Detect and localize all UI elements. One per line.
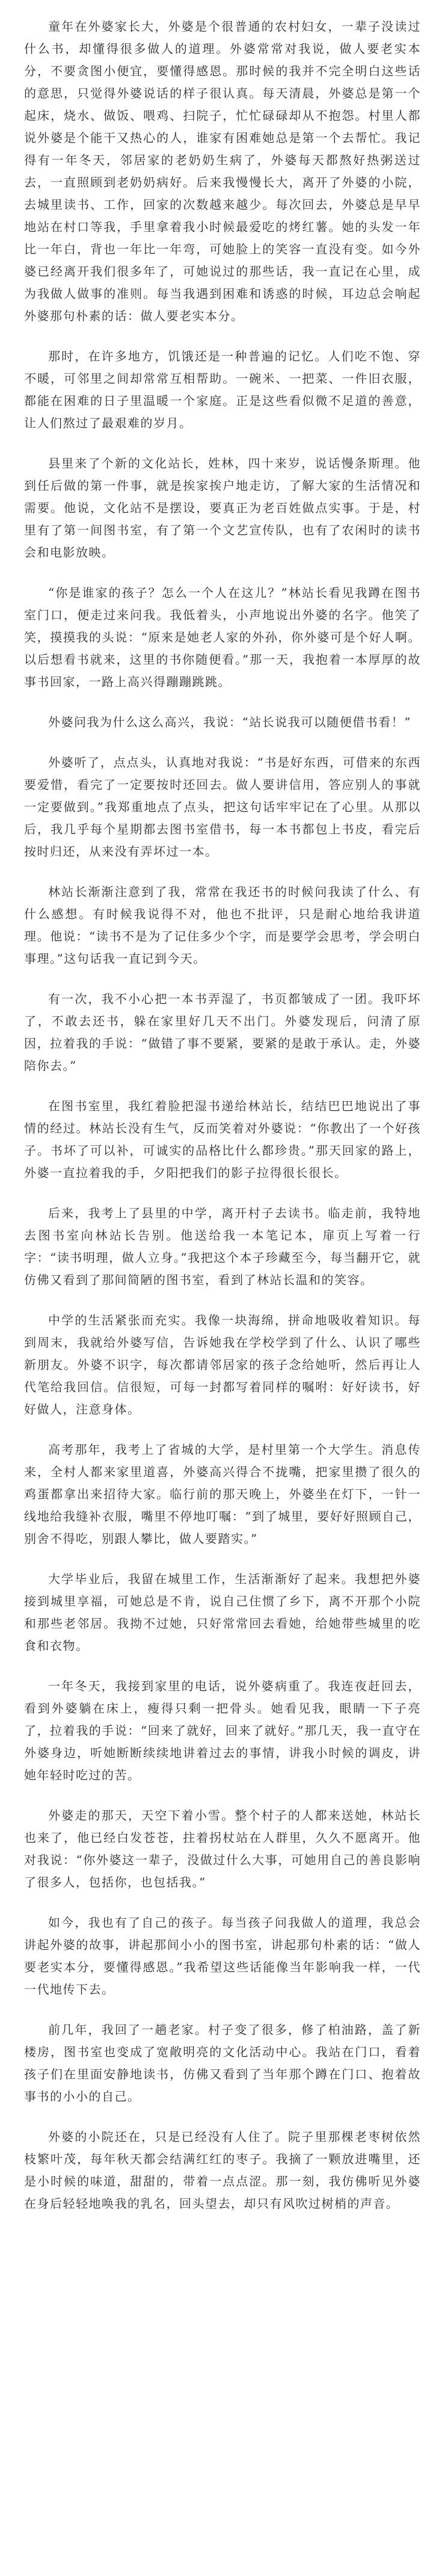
paragraph-4: “你是谁家的孩子？怎么一个人在这儿？”林站长看见我蹲在图书室门口，便走过来问我。我低着头，小声地说出外婆的名字。他笑了笑，摸摸我的头说：“原来是她老人家的外孙，你外婆可是个好人啊。以后想看书就来，这里的书你随便看。”那一天，我抱着一本厚厚的故事书回家，一路上高兴得蹦蹦跳跳。 [24,585,421,689]
paragraph-8: 有一次，我不小心把一本书弄湿了，书页都皱成了一团。我吓坏了，不敢去还书，躲在家里好几天不出门。外婆发现后，问清了原因，拉着我的手说：“做错了事不要紧，要紧的是敢于承认。走，外婆陪你去。” [24,992,421,1073]
paragraph-12: 高考那年，我考上了省城的大学，是村里第一个大学生。消息传来，全村人都来家里道喜，外婆高兴得合不拢嘴，把家里攒了很久的鸡蛋都拿出来招待大家。临行前的那天晚上，外婆坐在灯下，一针一线地给我缝补衣服，嘴里不停地叮嘱：“到了城里，要好好照顾自己，别舍不得吃，别跟人攀比，做人要踏实。” [24,1442,421,1546]
paragraph-5: 外婆问我为什么这么高兴，我说：“站长说我可以随便借书看！” [48,715,411,729]
paragraph-18: 外婆的小院还在，只是已经没有人住了。院子里那棵老枣树依然枝繁叶茂，每年秋天都会结满红红的枣子。我摘了一颗放进嘴里，还是小时候的味道，甜甜的，带着一点点涩。那一刻，我仿佛听见外婆在身后轻轻地唤我的乳名，回头望去，却只有风吹过树梢的声音。 [24,2130,421,2211]
paragraph-16: 如今，我也有了自己的孩子。每当孩子问我做人的道理，我总会讲起外婆的故事，讲起那间小小的图书室，讲起那句朴素的话：“做人要老实本分，要懂得感恩。”我希望这些话能像当年影响我一样，一代一代地传下去。 [24,1915,421,1997]
paragraph-3: 县里来了个新的文化站长，姓林，四十来岁，说话慢条斯理。他到任后做的第一件事，就是挨家挨户地走访，了解大家的生活情况和需要。他说，文化站不是摆设，要真正为老百姓做点实事。于是，村里有了第一间图书室，有了第一个文艺宣传队，也有了农闲时的读书会和电影放映。 [24,456,421,560]
paragraph-1: 童年在外婆家长大，外婆是个很普通的农村妇女，一辈子没读过什么书，却懂得很多做人的道理。外婆常常对我说，做人要老实本分，不要贪图小便宜，要懂得感恩。那时候的我并不完全明白这些话的意思，只觉得外婆说话的样子很认真。每天清晨，外婆总是第一个起床，烧水、做饭、喂鸡、扫院子，忙忙碌碌却从不抱怨。村里人都说外婆是个能干又热心的人，谁家有困难她总是第一个去帮忙。我记得有一年冬天，邻居家的老奶奶生病了，外婆每天都熬好热粥送过去，一直照顾到老奶奶病好。后来我慢慢长大，离开了外婆的小院，去城里读书、工作，回家的次数越来越少。每次回去，外婆总是早早地站在村口等我，手里拿着我小时候最爱吃的烤红薯。她的头发一年比一年白，背也一年比一年弯，可她脸上的笑容一直没有变。如今外婆已经离开我们很多年了，可她说过的那些话，我一直记在心里，成为我做人做事的准则。每当我遇到困难和诱惑的时候，耳边总会响起外婆那句朴素的话：做人要老实本分。 [24,19,421,323]
paragraph-10: 后来，我考上了县里的中学，离开村子去读书。临走前，我特地去图书室向林站长告别。他送给我一本笔记本，扉页上写着一行字：“读书明理，做人立身。”我把这个本子珍藏至今，每当翻开它，就仿佛又看到了那间简陋的图书室，看到了林站长温和的笑容。 [24,1206,421,1287]
paragraph-7: 林站长渐渐注意到了我，常常在我还书的时候问我读了什么、有什么感想。有时候我说得不对，他也不批评，只是耐心地给我讲道理。他说：“读书不是为了记住多少个字，而是要学会思考，学会明白事理。”这句话我一直记到今天。 [24,885,421,966]
paragraph-17: 前几年，我回了一趟老家。村子变了很多，修了柏油路，盖了新楼房，图书室也变成了宽敞明亮的文化活动中心。我站在门口，看着孩子们在里面安静地读书，仿佛又看到了当年那个蹲在门口、抱着故事书的小小的自己。 [24,2022,421,2104]
paragraph-15: 外婆走的那天，天空下着小雪。整个村子的人都来送她，林站长也来了，他已经白发苍苍，拄着拐杖站在人群里，久久不愿离开。他对我说：“你外婆这一辈子，没做过什么大事，可她用自己的善良影响了很多人，包括你，也包括我。” [24,1808,421,1889]
paragraph-2: 那时，在许多地方，饥饿还是一种普遍的记忆。人们吃不饱、穿不暖，可邻里之间却常常互相帮助。一碗米、一把菜、一件旧衣服，都能在困难的日子里温暖一个家庭。正是这些看似微不足道的善意，让人们熬过了最艰难的岁月。 [24,349,421,430]
paragraph-6: 外婆听了，点点头，认真地对我说：“书是好东西，可借来的东西要爱惜，看完了一定要按时还回去。做人要讲信用，答应别人的事就一定要做到。”我郑重地点了点头，把这句话牢牢记在了心里。从那以后，我几乎每个星期都去图书室借书，每一本书都包上书皮，看完后按时归还，从来没有弄坏过一本。 [24,755,421,859]
paragraph-11: 中学的生活紧张而充实。我像一块海绵，拼命地吸收着知识。每到周末，我就给外婆写信，告诉她我在学校学到了什么、认识了哪些新朋友。外婆不识字，每次都请邻居家的孩子念给她听，然后再让人代笔给我回信。信很短，可每一封都写着同样的嘱咐：好好读书，好好做人，注意身体。 [24,1313,421,1416]
paragraph-13: 大学毕业后，我留在城里工作，生活渐渐好了起来。我想把外婆接到城里享福，可她总是不肯，说自己住惯了乡下，离不开那个小院和那些老邻居。我拗不过她，只好常常回去看她，给她带些城里的吃食和衣物。 [24,1572,421,1653]
paragraph-14: 一年冬天，我接到家里的电话，说外婆病重了。我连夜赶回去，看到外婆躺在床上，瘦得只剩一把骨头。她看见我，眼睛一下子亮了，拉着我的手说：“回来了就好，回来了就好。”那几天，我一直守在外婆身边，听她断断续续地讲着过去的事情，讲我小时候的调皮，讲她年轻时吃过的苦。 [24,1679,421,1782]
paragraph-9: 在图书室里，我红着脸把湿书递给林站长，结结巴巴地说出了事情的经过。林站长没有生气，反而笑着对外婆说：“你教出了一个好孩子。书坏了可以补，可诚实的品格比什么都珍贵。”那天回家的路上，外婆一直拉着我的手，夕阳把我们的影子拉得很长很长。 [24,1099,421,1180]
